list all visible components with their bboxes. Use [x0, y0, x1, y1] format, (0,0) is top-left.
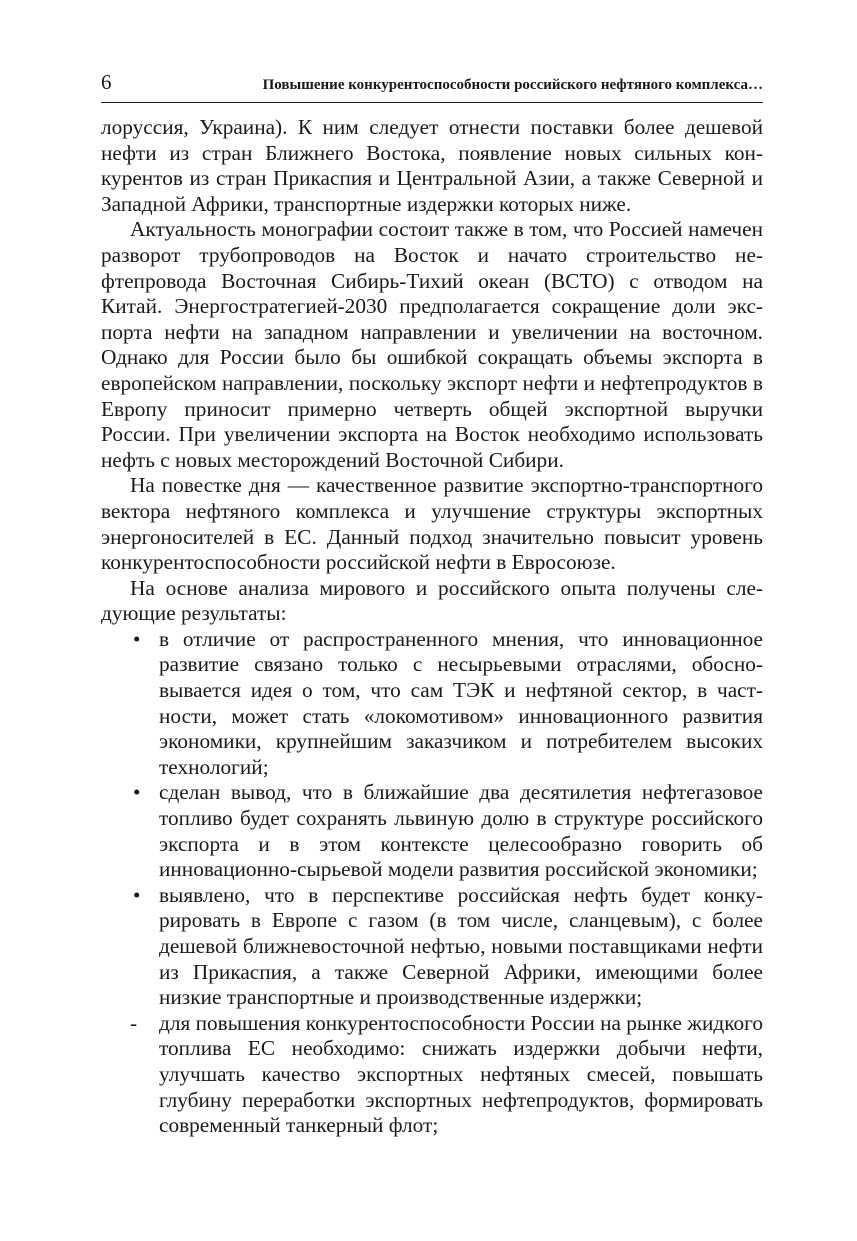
list-item-text: для повышения конкурентоспособности России на рынке жидкого топлива ЕС необходимо: снижать издержки добычи нефти, улучшать качество экспортных нефтяных смесей, повышать глубину переработки экспортных нефтепродуктов, формировать современный танкерный флот;	[159, 1010, 763, 1138]
bullet-icon: •	[133, 780, 141, 805]
bullet-icon: •	[133, 882, 141, 907]
paragraph-relevance: Актуальность монографии состоит также в том, что Россией намечен разворот трубопроводов на Восток и начато строительство нефтепровода Восточная Сибирь-Тихий океан (ВСТО) с отводом на Китай. Энергостратегией-2030 предполагается сокращение доли экспорта нефти на западном направлении и увеличении на восточном. Однако для России было бы ошибкой сокращать объемы экспорта в европейском направлении, поскольку экспорт нефти и нефтепродуктов в Европу приносит примерно четверть общей экспортной выручки России. При увеличении экспорта на Восток необходимо использовать нефть с новых месторождений Восточной Сибири.	[101, 217, 763, 472]
page-number: 6	[101, 70, 112, 94]
list-item	[101, 780, 763, 882]
running-title: Повышение конкурентоспособности российского нефтяного комплекса…	[262, 77, 763, 93]
bullet-icon: •	[133, 626, 141, 651]
body-text	[101, 115, 763, 1139]
results-list	[101, 627, 763, 1139]
paragraph-results-intro: На основе анализа мирового и российского опыта получены следующие результаты:	[101, 575, 763, 626]
list-item-text: в отличие от распространенного мнения, что инновационное развитие связано только с несырьевыми отраслями, обосновывается идея о том, что сам ТЭК и нефтяной сектор, в частности, может стать «локомотивом» инновационного развития экономики, крупнейшим заказчиком и потребителем высоких технологий;	[159, 626, 763, 779]
book-page	[101, 70, 763, 1139]
list-item	[101, 883, 763, 1011]
running-header	[101, 70, 763, 103]
list-item-text: сделан вывод, что в ближайшие два десятилетия нефтегазовое топливо будет сохранять львиную долю в структуре российского экспорта и в этом контексте целесообразно говорить об инновационно-сырьевой модели развития российской экономики;	[159, 780, 763, 882]
list-item	[101, 627, 763, 781]
dash-icon: -	[130, 1010, 138, 1035]
paragraph-agenda: На повестке дня — качественное развитие экспортно-транспортного вектора нефтяного комплекса и улучшение структуры экспортных энергоносителей в ЕС. Данный подход значительно повысит уровень конкурентоспособности российской нефти в Евросоюзе.	[101, 473, 763, 575]
list-item	[101, 1011, 763, 1139]
paragraph-continuation: лоруссия, Украина). К ним следует отнести поставки более дешевой нефти из стран Ближнего Востока, появление новых сильных конкурентов из стран Прикаспия и Центральной Азии, а также Северной и Западной Африки, транспортные издержки которых ниже.	[101, 115, 763, 216]
list-item-text: выявлено, что в перспективе российская нефть будет конкурировать в Европе с газом (в том числе, сланцевым), с более дешевой ближневосточной нефтью, новыми поставщиками нефти из Прикаспия, а также Северной Африки, имеющими более низкие транспортные и производственные издержки;	[159, 882, 763, 1010]
